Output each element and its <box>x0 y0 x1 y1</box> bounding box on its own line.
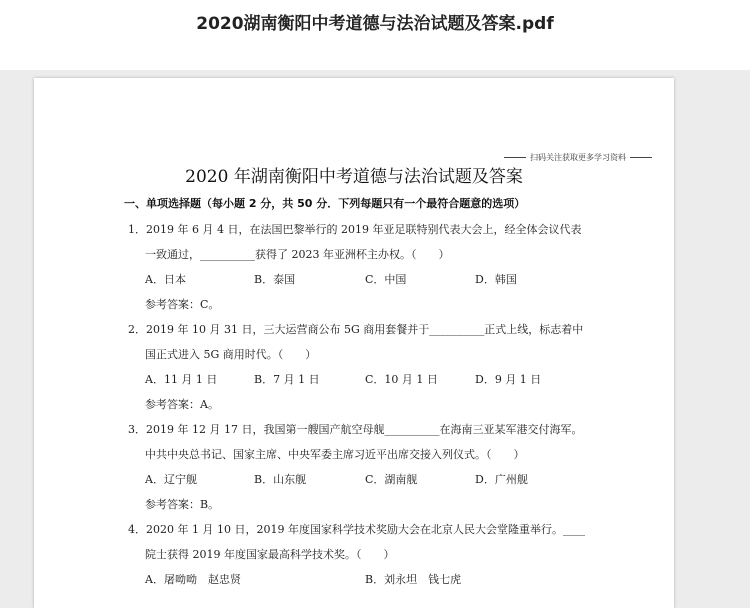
question-1-answer: 参考答案：C。 <box>145 298 220 311</box>
file-title: 2020湖南衡阳中考道德与法治试题及答案.pdf <box>196 14 554 34</box>
question-1-option-d: D．韩国 <box>475 273 517 286</box>
question-3-option-d: D．广州舰 <box>475 473 528 486</box>
question-2-answer: 参考答案：A。 <box>145 398 219 411</box>
divider <box>630 157 652 158</box>
question-1-option-b: B．泰国 <box>254 273 296 286</box>
question-2-line-1: 2．2019 年 10 月 31 日，三大运营商公布 5G 商用套餐并于__________正式上线，标志着中 <box>128 323 584 336</box>
paper-title: 2020 年湖南衡阳中考道德与法治试题及答案 <box>185 167 523 187</box>
question-4-option-b: B．刘永坦 钱七虎 <box>365 573 462 586</box>
question-1-line-2: 一致通过，__________获得了 2023 年亚洲杯主办权。（ ） <box>145 248 450 261</box>
viewer-header <box>0 0 750 70</box>
question-1-option-a: A．日本 <box>145 273 186 286</box>
question-4-option-a: A．屠呦呦 赵忠贤 <box>145 573 241 586</box>
section-heading: 一、单项选择题（每小题 2 分，共 50 分．下列每题只有一个最符合题意的选项） <box>124 197 526 210</box>
question-3-option-c: C．湖南舰 <box>365 473 418 486</box>
question-2-option-b: B．7 月 1 日 <box>254 373 320 386</box>
question-3-line-1: 3．2019 年 12 月 17 日，我国第一艘国产航空母舰__________在海南三亚某军港交付海军。 <box>128 423 583 436</box>
question-4-line-2: 院士获得 2019 年度国家最高科学技术奖。（ ） <box>145 548 395 561</box>
question-2-option-a: A．11 月 1 日 <box>145 373 218 386</box>
question-1-option-c: C．中国 <box>365 273 407 286</box>
question-3-option-b: B．山东舰 <box>254 473 307 486</box>
question-1-line-1: 1．2019 年 6 月 4 日，在法国巴黎举行的 2019 年亚足联特别代表大会上，经全体会议代表 <box>128 223 582 236</box>
question-3-line-2: 中共中央总书记、国家主席、中央军委主席习近平出席交接入列仪式。（ ） <box>145 448 525 461</box>
question-2-option-c: C．10 月 1 日 <box>365 373 438 386</box>
question-3-answer: 参考答案：B。 <box>145 498 220 511</box>
divider <box>504 157 526 158</box>
question-3-option-a: A．辽宁舰 <box>145 473 197 486</box>
pdf-page <box>34 78 674 608</box>
qr-tip-text: 扫码关注获取更多学习资料 <box>530 153 626 162</box>
question-2-option-d: D．9 月 1 日 <box>475 373 542 386</box>
question-2-line-2: 国正式进入 5G 商用时代。（ ） <box>145 348 317 361</box>
question-4-line-1: 4．2020 年 1 月 10 日，2019 年度国家科学技术奖励大会在北京人民大会堂隆重举行。____ <box>128 523 585 536</box>
